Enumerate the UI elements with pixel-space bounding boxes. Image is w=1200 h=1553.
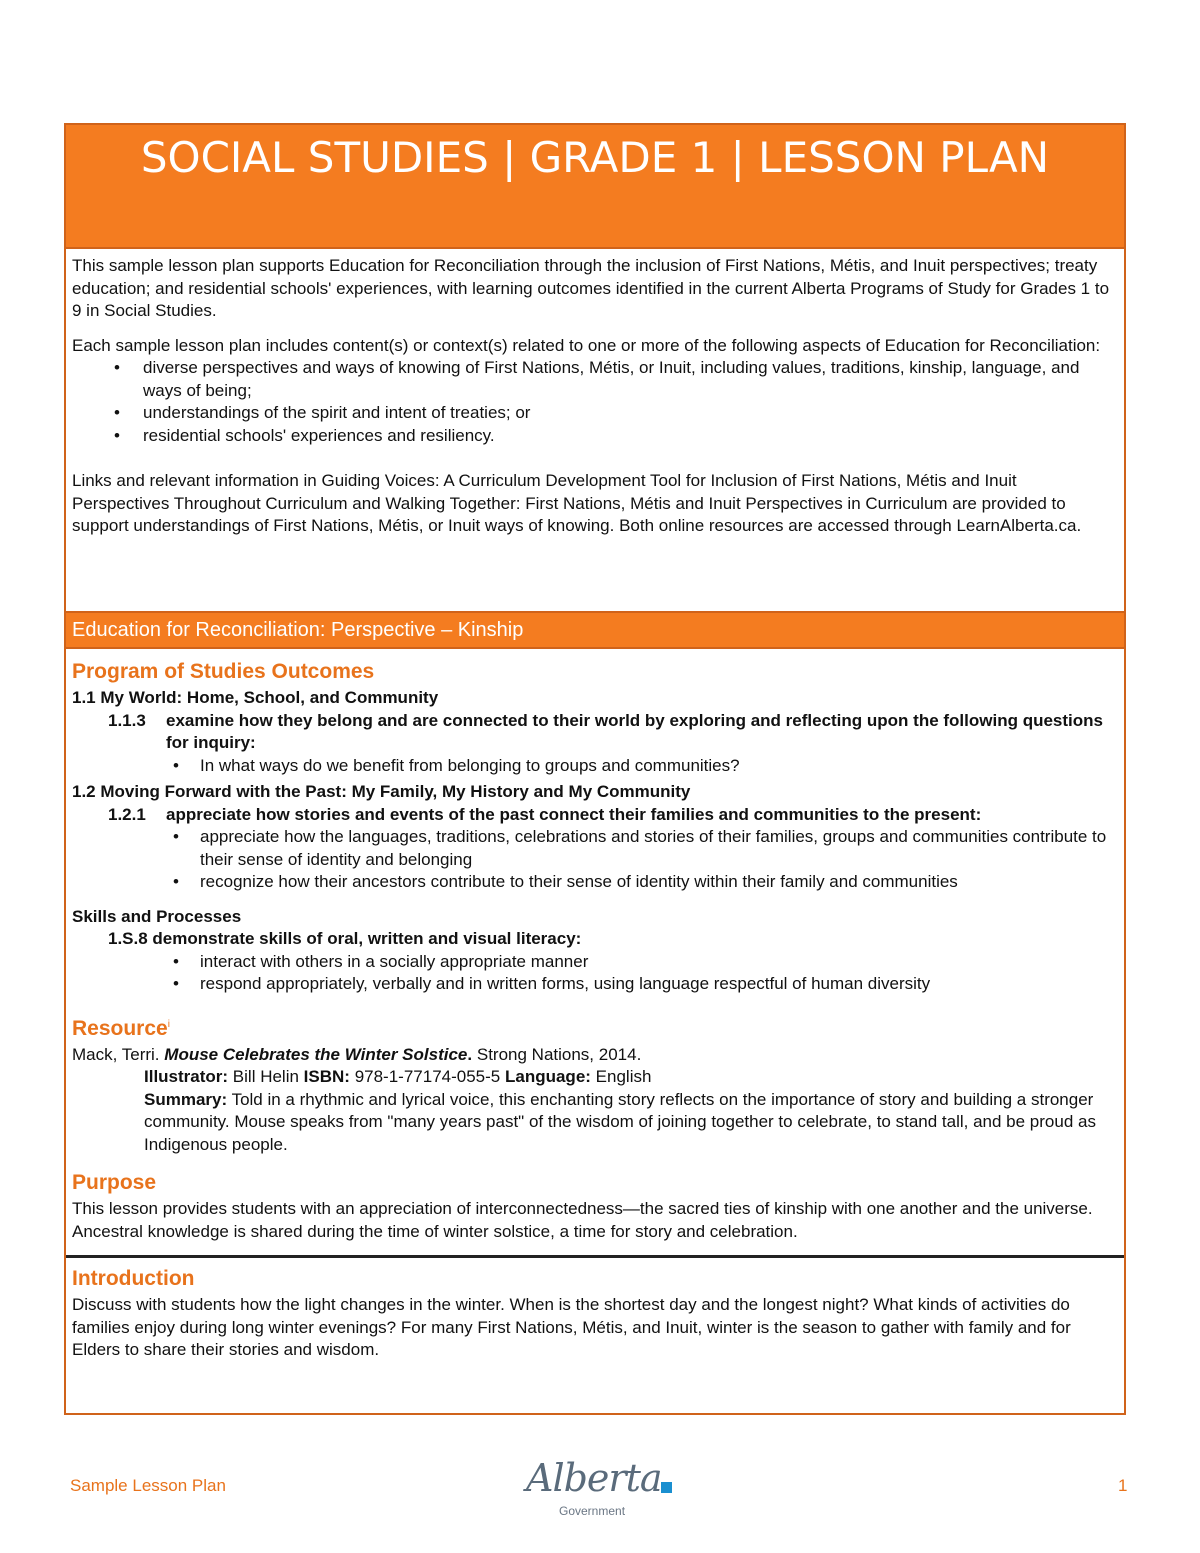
lesson-plan-frame bbox=[64, 123, 1126, 1415]
logo-subtitle: Government bbox=[559, 1504, 626, 1518]
aspects-list bbox=[72, 357, 1118, 447]
list-item: • residential schools' experiences and resiliency. bbox=[72, 425, 1118, 448]
illustrator-label: Illustrator: bbox=[144, 1067, 229, 1086]
endnote-marker: i bbox=[167, 1018, 170, 1030]
list-item: • understandings of the spirit and intent of treaties; or bbox=[72, 402, 1118, 425]
intro-section bbox=[66, 249, 1124, 613]
resource-details bbox=[72, 1066, 1118, 1089]
list-item: • appreciate how the languages, traditions, celebrations and stories of their families, groups and communities contribute to their sense of identity and belonging bbox=[72, 826, 1118, 871]
resource-summary bbox=[72, 1089, 1118, 1157]
intro-paragraph-2: Each sample lesson plan includes content(s) or context(s) related to one or more of the following aspects of Education for Reconciliation: bbox=[72, 335, 1101, 355]
resource-heading-text: Resource bbox=[72, 1016, 168, 1040]
resource-citation: Mack, Terri. Mouse Celebrates the Winter Solstice. Strong Nations, 2014. bbox=[72, 1044, 642, 1064]
outcome-text: appreciate how stories and events of the past connect their families and communities to the present: bbox=[166, 804, 982, 824]
list-item: • interact with others in a socially appropriate manner bbox=[72, 951, 1118, 974]
logo-wordmark: Alberta bbox=[526, 1456, 662, 1500]
skills-heading: Skills and Processes bbox=[72, 906, 242, 926]
summary-label: Summary: bbox=[144, 1089, 228, 1109]
resource-publisher: Strong Nations, 2014. bbox=[476, 1044, 642, 1064]
outcome-text: examine how they belong and are connected to their world by exploring and reflecting upon the following questions for inquiry: bbox=[166, 710, 1103, 752]
section-divider bbox=[66, 1255, 1124, 1258]
intro-paragraph-1: This sample lesson plan supports Education for Reconciliation through the inclusion of First Nations, Métis, and Inuit perspectives; treaty education; and residential schools' experiences, with learning outcomes identified in the current Alberta Programs of Study for Grades 1 to 9 in Social Studies. bbox=[72, 256, 1110, 320]
introduction-heading: Introduction bbox=[72, 1267, 195, 1290]
language-value: English bbox=[595, 1067, 652, 1086]
purpose-text: This lesson provides students with an appreciation of interconnectedness—the sacred ties of kinship with one another and the universe. Ancestral knowledge is shared during the time of winter solstice, a time for story and celebration. bbox=[72, 1199, 1093, 1241]
logo-square-icon bbox=[661, 1482, 672, 1493]
lesson-body bbox=[66, 649, 1124, 1362]
list-item: • respond appropriately, verbally and in written forms, using language respectful of human diversity bbox=[72, 973, 1118, 996]
purpose-heading: Purpose bbox=[72, 1171, 157, 1194]
list-item: • diverse perspectives and ways of knowing of First Nations, Métis, or Inuit, including values, traditions, kinship, language, and ways of being; bbox=[72, 357, 1118, 402]
intro-paragraph-3: Links and relevant information in Guiding Voices: A Curriculum Development Tool for Inclusion of First Nations, Métis and Inuit Perspectives Throughout Curriculum and Walking Together: First Nations, Métis and Inuit Perspectives in Curriculum are provided to support understandings of First Nations, Métis, or Inuit ways of knowing. Both online resources are accessed through LearnAlberta.ca. bbox=[72, 471, 1082, 535]
resource-heading bbox=[72, 1010, 1118, 1044]
isbn-value: 978-1-77174-055-5 bbox=[354, 1067, 501, 1086]
page-title: SOCIAL STUDIES | GRADE 1 | LESSON PLAN bbox=[66, 125, 1124, 249]
footer-label: Sample Lesson Plan bbox=[70, 1476, 226, 1495]
section-band: Education for Reconciliation: Perspective – Kinship bbox=[66, 613, 1124, 649]
outcome-1-1-3 bbox=[72, 710, 1118, 755]
outcome-1-2-1 bbox=[72, 804, 1118, 827]
isbn-label: ISBN: bbox=[303, 1067, 350, 1086]
summary-text: Told in a rhythmic and lyrical voice, this enchanting story reflects on the importance of story and building a stronger community. Mouse speaks from "many years past" of the wisdom of joining together to celebrate, to stand tall, and be proud as Indigenous people. bbox=[144, 1089, 1096, 1154]
resource-title: Mouse Celebrates the Winter Solstice bbox=[164, 1044, 468, 1064]
outcome-group-1: 1.1 My World: Home, School, and Community bbox=[72, 688, 439, 707]
outcomes-heading: Program of Studies Outcomes bbox=[72, 660, 375, 683]
list-item: • In what ways do we benefit from belonging to groups and communities? bbox=[72, 755, 1118, 778]
list-item: • recognize how their ancestors contribute to their sense of identity within their family and communities bbox=[72, 871, 1118, 894]
introduction-text: Discuss with students how the light changes in the winter. When is the shortest day and the longest night? What kinds of activities do families enjoy during long winter evenings? For many First Nations, Métis, and Inuit, winter is the season to gather with family and for Elders to share their stories and wisdom. bbox=[72, 1295, 1071, 1359]
page-number: 1 bbox=[1118, 1476, 1128, 1495]
alberta-government-logo bbox=[526, 1456, 678, 1522]
outcome-code: 1.1.3 bbox=[108, 710, 146, 730]
resource-author: Mack, Terri. bbox=[72, 1044, 160, 1064]
language-label: Language: bbox=[504, 1067, 591, 1086]
skill-1-s-8: 1.S.8 demonstrate skills of oral, written and visual literacy: bbox=[108, 929, 582, 948]
illustrator-value: Bill Helin bbox=[232, 1067, 299, 1086]
outcome-group-2: 1.2 Moving Forward with the Past: My Family, My History and My Community bbox=[72, 782, 691, 801]
outcome-code: 1.2.1 bbox=[108, 804, 146, 824]
